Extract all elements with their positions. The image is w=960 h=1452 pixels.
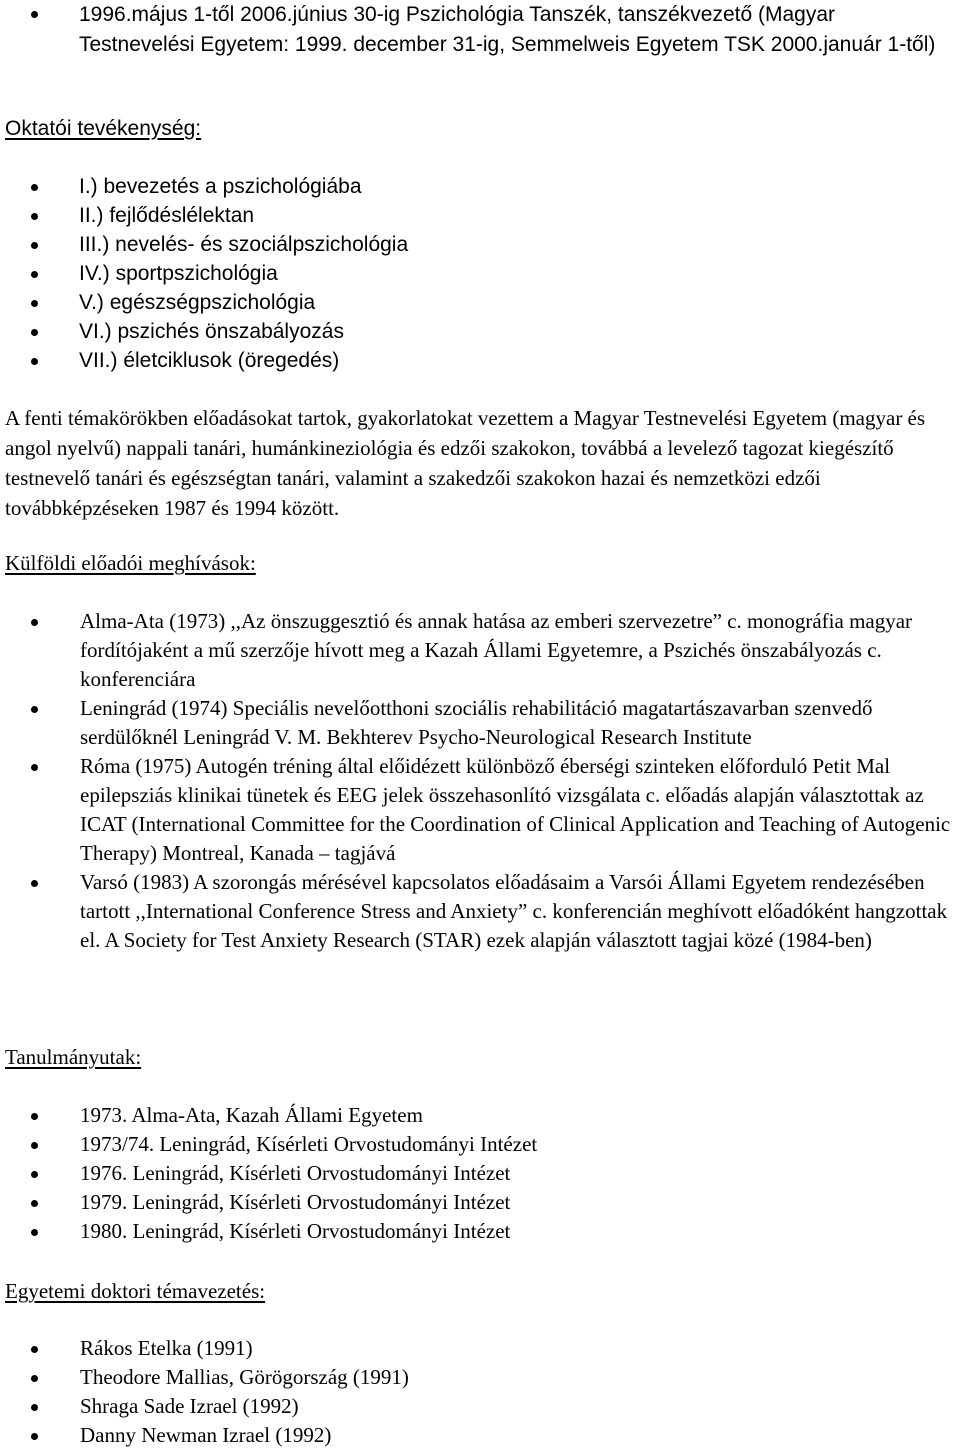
study-trip-text: 1976. Leningrád, Kísérleti Orvostudományi Intézet [80,1161,511,1185]
bullet-icon [31,358,38,365]
course-text: V.) egészségpszichológia [79,291,316,314]
bullet-icon [31,880,38,887]
bullet-icon [31,1375,38,1382]
invitation-text: Róma (1975) Autogén tréning által előidézett különböző éberségi szinteken előforduló Petit Mal epilepsziás klinikai tünetek és EEG jelek összehasonlító vizsgálata c. előadás alapján választottak az ICAT (International Committee for the Coordination of Clinical Application and Teaching of Autogenic Therapy) Montreal, Kanada – tagjává [80,754,951,865]
list-item [0,1101,958,1130]
course-text: VI.) pszichés önszabályozás [79,320,344,343]
list-item [0,1130,958,1159]
bullet-icon [31,1404,38,1411]
invitation-list [0,607,958,955]
course-text: VII.) életciklusok (öregedés) [79,349,340,372]
bullet-icon [31,619,38,626]
list-item [0,868,958,955]
list-item [0,607,958,694]
list-item [0,1363,958,1392]
list-item [0,752,958,868]
list-item [0,259,950,288]
bullet-icon [31,271,38,278]
list-item [0,0,950,60]
list-item [0,346,950,375]
bullet-icon [31,1433,38,1440]
bullet-icon [31,213,38,220]
section-heading-teaching: Oktatói tevékenység: [5,117,202,140]
study-trip-list [0,1101,958,1246]
bullet-icon [31,764,38,771]
list-item [0,1188,958,1217]
study-trip-text: 1973/74. Leningrád, Kísérleti Orvostudományi Intézet [80,1132,538,1156]
section-heading-supervision: Egyetemi doktori témavezetés: [5,1279,266,1303]
list-item [0,317,950,346]
position-list [0,0,950,60]
bullet-icon [31,1200,38,1207]
invitation-text: Varsó (1983) A szorongás mérésével kapcsolatos előadásaim a Varsói Állami Egyetem rendezésében tartott ,,International Conference Stress and Anxiety” c. konferencián meghívott előadóként hangzottak el. A Society for Test Anxiety Research (STAR) ezek alapján választott tagjai közé (1984-ben) [80,870,948,952]
list-item [0,288,950,317]
bullet-icon [31,11,38,18]
section-heading-invitations: Külföldi előadói meghívások: [5,551,256,575]
bullet-icon [31,706,38,713]
list-item [0,172,950,201]
section-heading-studies: Tanulmányutak: [5,1045,142,1069]
course-text: IV.) sportpszichológia [79,262,278,285]
list-item [0,1334,958,1363]
supervised-student-text: Danny Newman Izrael (1992) [80,1423,332,1447]
supervised-student-text: Theodore Mallias, Görögország (1991) [80,1365,409,1389]
course-text: II.) fejlődéslélektan [79,204,255,227]
bullet-icon [31,1113,38,1120]
supervision-list [0,1334,958,1450]
study-trip-text: 1973. Alma-Ata, Kazah Állami Egyetem [80,1103,423,1127]
invitation-text: Leningrád (1974) Speciális nevelőotthoni szociális rehabilitáció magatartászavarban szenvedő serdülőknél Leningrád V. M. Bekhterev Psycho-Neurological Research Institute [80,696,873,749]
supervised-student-text: Rákos Etelka (1991) [80,1336,253,1360]
course-list [0,172,950,375]
list-item [0,1392,958,1421]
bullet-icon [31,1229,38,1236]
course-text: I.) bevezetés a pszichológiába [79,175,362,198]
study-trip-text: 1979. Leningrád, Kísérleti Orvostudományi Intézet [80,1190,511,1214]
bullet-icon [31,300,38,307]
list-item [0,1159,958,1188]
supervised-student-text: Shraga Sade Izrael (1992) [80,1394,299,1418]
list-item [0,1217,958,1246]
course-text: III.) nevelés- és szociálpszichológia [79,233,409,256]
list-item [0,201,950,230]
list-item [0,694,958,752]
teaching-paragraph: A fenti témakörökben előadásokat tartok, gyakorlatokat vezettem a Magyar Testnevelési Egyetem (magyar és angol nyelvű) nappali tanári, humánkineziológia és edzői szakokon, továbbá a levelező tagozat kiegészítő testnevelő tanári és egészségtan tanári, valamint a szakedzői szakokon hazai és nemzetközi edzői továbbképzéseken 1987 és 1994 között. [5,406,926,520]
bullet-icon [31,329,38,336]
bullet-icon [31,1171,38,1178]
study-trip-text: 1980. Leningrád, Kísérleti Orvostudományi Intézet [80,1219,511,1243]
bullet-icon [31,1346,38,1353]
bullet-icon [31,184,38,191]
list-item [0,1421,958,1450]
invitation-text: Alma-Ata (1973) ,,Az önszuggesztió és annak hatása az emberi szervezetre” c. monográfia magyar fordítójaként a mű szerzője hívott meg a Kazah Állami Egyetemre, a Pszichés önszabályozás c. konferenciára [80,609,913,691]
list-item [0,230,950,259]
position-text: 1996.május 1-től 2006.június 30-ig Pszichológia Tanszék, tanszékvezető (Magyar Testnevelési Egyetem: 1999. december 31-ig, Semmelweis Egyetem TSK 2000.január 1-től) [79,3,936,56]
bullet-icon [31,1142,38,1149]
bullet-icon [31,242,38,249]
